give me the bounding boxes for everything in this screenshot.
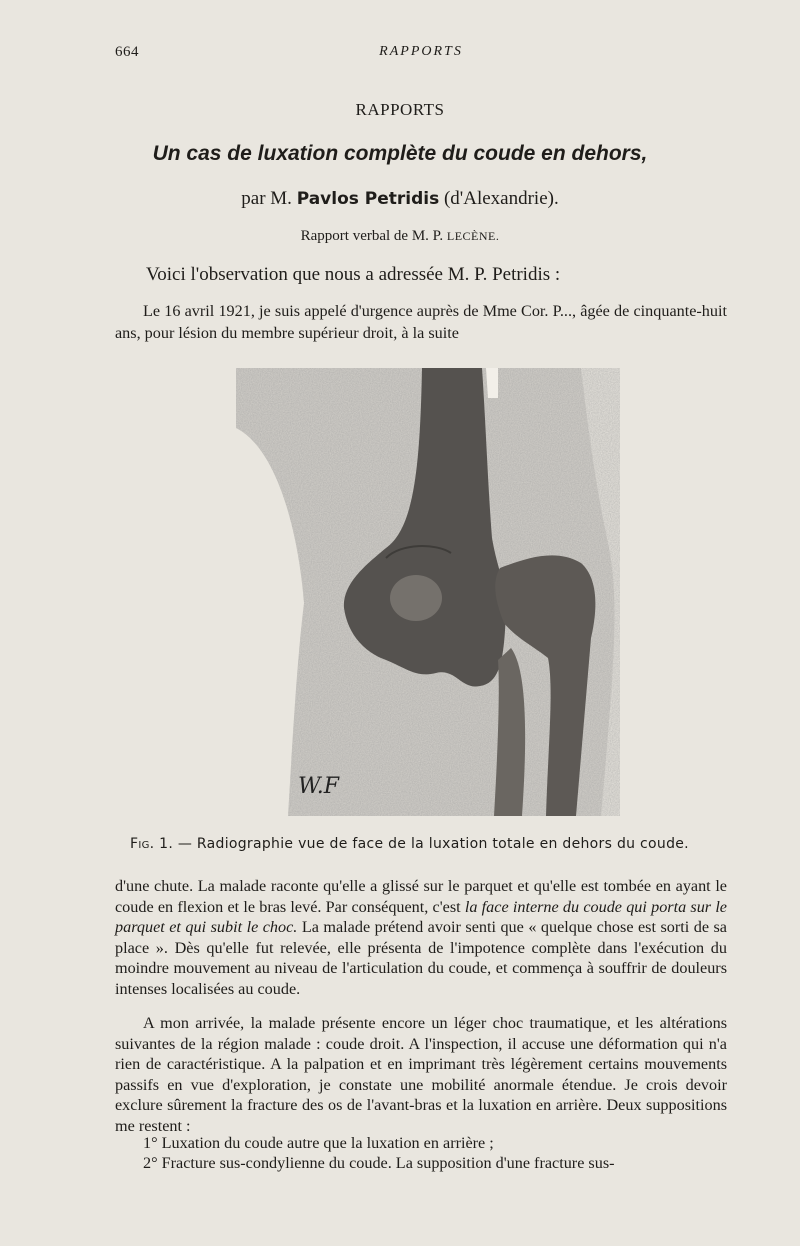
figure-label: Fig. 1.	[130, 836, 174, 852]
report-line	[0, 228, 800, 245]
intro-sentence: Voici l'observation que nous a adressée M. P. Petridis :	[146, 264, 561, 285]
figure-caption	[130, 836, 715, 852]
running-head	[115, 44, 727, 64]
paragraph-2	[115, 876, 727, 1000]
report-prefix: Rapport verbal de M. P.	[300, 228, 444, 244]
list-item-2: 2° Fracture sus-condylienne du coude. La supposition d'une fracture sus-	[143, 1154, 615, 1172]
radiograph-figure	[236, 368, 620, 816]
author-name: Pavlos Petridis	[296, 189, 440, 209]
section-heading: RAPPORTS	[355, 100, 445, 119]
author-affiliation: (d'Alexandrie).	[443, 188, 559, 209]
figure-caption-text: — Radiographie vue de face de la luxation totale en dehors du coude.	[173, 836, 689, 852]
emphasized-phrase: la face interne du coude qui porta sur le parquet et qui subit le choc.	[115, 897, 727, 937]
paragraph-3: A mon arrivée, la malade présente encore un léger choc traumatique, et les altérations suivantes de la région malade : coude droit. A l'inspection, il accuse une déformation qui n'a rien de caractéristique. A la palpation et en imprimant très légèrement certains mouvements passifs en vue d'exploration, je constate une mobilité anormale étendue. Je crois devoir exclure sûrement la fracture des os de l'avant-bras et la luxation en arrière. Deux suppositions me restent :	[115, 1014, 727, 1135]
radiograph-illustration	[236, 368, 620, 816]
paragraph-2-text: d'une chute. La malade raconte qu'elle a glissé sur le parquet et qu'elle est tombée en ayant le coude en flexion et le bras levé. Par conséquent, c'est la face interne du coude qui porta sur le parquet et qui subit le choc. La malade prétend avoir senti que « quelque chose est sorti de sa place ». Dès qu'elle fut relevée, elle présenta de l'impotence complète dans l'exécution du moindre mouvement au niveau de l'articulation du coude, et commença à souffrir de douleurs intenses localisées au coude.	[115, 877, 727, 998]
article-title: Un cas de luxation complète du coude en dehors,	[152, 142, 648, 165]
byline	[0, 188, 800, 210]
list-item-1: 1° Luxation du coude autre que la luxation en arrière ;	[143, 1134, 494, 1152]
reporter-name: LECÈNE.	[446, 229, 500, 243]
paragraph-1: Le 16 avril 1921, je suis appelé d'urgence auprès de Mme Cor. P..., âgée de cinquante-huit ans, pour lésion du membre supérieur droit, à la suite	[115, 302, 727, 342]
byline-prefix: par M.	[241, 188, 292, 209]
page-number: 664	[115, 44, 139, 60]
running-title: RAPPORTS	[379, 44, 463, 59]
artist-monogram: W.F	[298, 774, 340, 799]
